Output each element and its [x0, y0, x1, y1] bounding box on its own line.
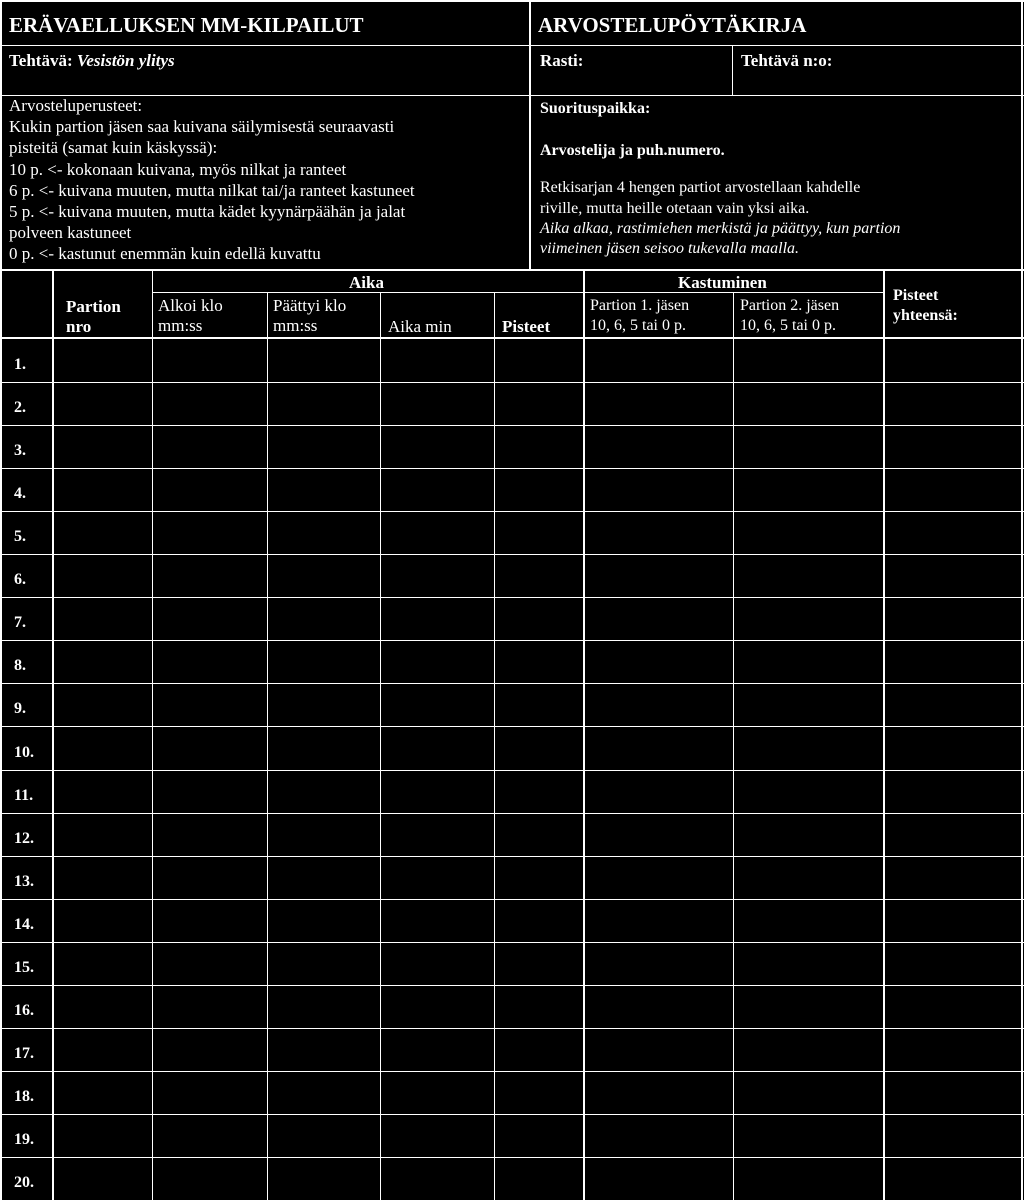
member1-header: Partion 1. jäsen 10, 6, 5 tai 0 p. [590, 297, 690, 334]
empty-cell[interactable] [54, 640, 152, 683]
empty-cell[interactable] [268, 813, 380, 856]
criteria-line: 6 p. <- kuivana muuten, mutta nilkat tai/ja ranteet kastuneet [9, 181, 415, 200]
empty-cell[interactable] [495, 985, 583, 1028]
ended-header: Päättyi klo mm:ss [273, 296, 347, 335]
empty-cell[interactable] [381, 425, 494, 468]
row-number: 11. [14, 787, 34, 804]
empty-cell[interactable] [153, 511, 267, 554]
empty-cell[interactable] [54, 813, 152, 856]
empty-cell[interactable] [734, 683, 883, 726]
empty-cell[interactable] [153, 425, 267, 468]
empty-cell[interactable] [268, 554, 380, 597]
empty-cell[interactable] [495, 425, 583, 468]
empty-cell[interactable] [268, 1114, 380, 1157]
empty-cell[interactable] [381, 1114, 494, 1157]
row-number: 1. [14, 356, 26, 373]
member2-header: Partion 2. jäsen 10, 6, 5 tai 0 p. [740, 297, 840, 334]
empty-cell[interactable] [885, 382, 1021, 425]
row-number: 16. [14, 1002, 34, 1019]
points-header: Pisteet [502, 317, 551, 336]
empty-cell[interactable] [153, 899, 267, 942]
empty-cell[interactable] [54, 856, 152, 899]
empty-cell[interactable] [885, 856, 1021, 899]
row-number: 18. [14, 1088, 34, 1105]
empty-cell[interactable] [381, 597, 494, 640]
empty-cell[interactable] [585, 1114, 733, 1157]
empty-cell[interactable] [734, 339, 883, 382]
empty-cell[interactable] [54, 726, 152, 770]
row-number: 12. [14, 830, 34, 847]
empty-cell[interactable] [381, 1028, 494, 1071]
criteria-line: pisteitä (samat kuin käskyssä): [9, 138, 218, 157]
empty-cell[interactable] [268, 1028, 380, 1071]
empty-cell[interactable] [381, 942, 494, 985]
empty-cell[interactable] [153, 468, 267, 511]
started-header: Alkoi klo mm:ss [158, 296, 223, 335]
empty-cell[interactable] [54, 1157, 152, 1200]
total-points-header: Pisteet yhteensä: [893, 287, 958, 324]
empty-cell[interactable] [585, 1157, 733, 1200]
empty-cell[interactable] [495, 1114, 583, 1157]
empty-cell[interactable] [54, 1071, 152, 1114]
empty-cell[interactable] [268, 640, 380, 683]
empty-cell[interactable] [268, 1071, 380, 1114]
empty-cell[interactable] [54, 382, 152, 425]
empty-cell[interactable] [885, 726, 1021, 770]
empty-cell[interactable] [585, 985, 733, 1028]
empty-cell[interactable] [268, 726, 380, 770]
empty-cell[interactable] [885, 942, 1021, 985]
empty-cell[interactable] [734, 726, 883, 770]
empty-cell[interactable] [381, 1071, 494, 1114]
empty-cell[interactable] [153, 683, 267, 726]
empty-cell[interactable] [153, 554, 267, 597]
empty-cell[interactable] [734, 640, 883, 683]
empty-cell[interactable] [381, 856, 494, 899]
empty-cell[interactable] [268, 770, 380, 813]
empty-cell[interactable] [153, 726, 267, 770]
row-number: 14. [14, 916, 34, 933]
empty-cell[interactable] [885, 640, 1021, 683]
kastuminen-group-header: Kastuminen [678, 273, 767, 292]
row-number: 9. [14, 700, 26, 717]
empty-cell[interactable] [585, 640, 733, 683]
empty-cell[interactable] [495, 683, 583, 726]
empty-cell[interactable] [54, 339, 152, 382]
row-number: 17. [14, 1045, 34, 1062]
team-number-header: Partion nro [66, 297, 121, 336]
empty-cell[interactable] [54, 511, 152, 554]
empty-cell[interactable] [381, 640, 494, 683]
empty-cell[interactable] [585, 425, 733, 468]
row-number: 20. [14, 1174, 34, 1191]
empty-cell[interactable] [495, 1157, 583, 1200]
empty-cell[interactable] [885, 1028, 1021, 1071]
empty-cell[interactable] [495, 726, 583, 770]
empty-cell[interactable] [585, 770, 733, 813]
rasti-label: Rasti: [540, 51, 584, 70]
empty-cell[interactable] [585, 1028, 733, 1071]
empty-cell[interactable] [153, 640, 267, 683]
empty-cell[interactable] [495, 640, 583, 683]
empty-cell[interactable] [268, 856, 380, 899]
empty-cell[interactable] [885, 770, 1021, 813]
empty-cell[interactable] [495, 554, 583, 597]
empty-cell[interactable] [585, 726, 733, 770]
empty-cell[interactable] [268, 985, 380, 1028]
empty-cell[interactable] [495, 770, 583, 813]
empty-cell[interactable] [495, 856, 583, 899]
criteria-line: Arvosteluperusteet: [9, 96, 143, 115]
form-title: ERÄVAELLUKSEN MM-KILPAILUT [9, 13, 364, 37]
empty-cell[interactable] [734, 1071, 883, 1114]
empty-cell[interactable] [885, 511, 1021, 554]
empty-cell[interactable] [153, 382, 267, 425]
empty-cell[interactable] [885, 554, 1021, 597]
empty-cell[interactable] [495, 899, 583, 942]
empty-cell[interactable] [885, 425, 1021, 468]
row-number: 3. [14, 442, 26, 459]
empty-cell[interactable] [585, 511, 733, 554]
empty-cell[interactable] [381, 554, 494, 597]
empty-cell[interactable] [885, 1071, 1021, 1114]
empty-cell[interactable] [153, 1028, 267, 1071]
empty-cell[interactable] [381, 683, 494, 726]
empty-cell[interactable] [495, 382, 583, 425]
empty-cell[interactable] [885, 683, 1021, 726]
empty-cell[interactable] [381, 770, 494, 813]
empty-cell[interactable] [381, 468, 494, 511]
empty-cell[interactable] [585, 339, 733, 382]
empty-cell[interactable] [585, 942, 733, 985]
empty-cell[interactable] [54, 683, 152, 726]
empty-cell[interactable] [153, 813, 267, 856]
empty-cell[interactable] [268, 942, 380, 985]
empty-cell[interactable] [585, 899, 733, 942]
empty-cell[interactable] [734, 1028, 883, 1071]
empty-cell[interactable] [495, 942, 583, 985]
row-number: 10. [14, 744, 34, 761]
row-number: 2. [14, 399, 26, 416]
empty-cell[interactable] [495, 1071, 583, 1114]
empty-cell[interactable] [54, 1028, 152, 1071]
empty-cell[interactable] [885, 597, 1021, 640]
empty-cell[interactable] [885, 1114, 1021, 1157]
empty-cell[interactable] [585, 1071, 733, 1114]
empty-cell[interactable] [153, 985, 267, 1028]
row-number: 19. [14, 1131, 34, 1148]
empty-cell[interactable] [585, 597, 733, 640]
empty-cell[interactable] [381, 726, 494, 770]
empty-cell[interactable] [54, 985, 152, 1028]
empty-cell[interactable] [54, 425, 152, 468]
empty-cell[interactable] [495, 813, 583, 856]
protocol-title: ARVOSTELUPÖYTÄKIRJA [538, 13, 807, 37]
criteria-line: 10 p. <- kokonaan kuivana, myös nilkat ja ranteet [9, 160, 347, 179]
criteria-line: Kukin partion jäsen saa kuivana säilymisestä seuraavasti [9, 117, 395, 136]
empty-cell[interactable] [381, 985, 494, 1028]
empty-cell[interactable] [495, 511, 583, 554]
row-number: 5. [14, 528, 26, 545]
empty-cell[interactable] [54, 942, 152, 985]
empty-cell[interactable] [268, 1157, 380, 1200]
empty-cell[interactable] [734, 770, 883, 813]
empty-cell[interactable] [495, 597, 583, 640]
judge-label: Arvostelija ja puh.numero. [540, 142, 725, 159]
criteria-line: 5 p. <- kuivana muuten, mutta kädet kyynärpäähän ja jalat [9, 202, 406, 221]
time-minutes-header: Aika min [388, 317, 452, 336]
empty-cell[interactable] [153, 339, 267, 382]
row-number: 7. [14, 614, 26, 631]
task-number-label: Tehtävä n:o: [741, 51, 833, 70]
empty-cell[interactable] [734, 511, 883, 554]
empty-cell[interactable] [268, 899, 380, 942]
empty-cell[interactable] [54, 597, 152, 640]
empty-cell[interactable] [381, 813, 494, 856]
empty-cell[interactable] [885, 339, 1021, 382]
empty-cell[interactable] [734, 985, 883, 1028]
note-line: Retkisarjan 4 hengen partiot arvostellaan kahdelle [540, 179, 861, 196]
note-italic-line: viimeinen jäsen seisoo tukevalla maalla. [540, 240, 800, 257]
empty-cell[interactable] [153, 856, 267, 899]
empty-cell[interactable] [734, 597, 883, 640]
empty-cell[interactable] [268, 683, 380, 726]
empty-cell[interactable] [734, 468, 883, 511]
aika-group-header: Aika [349, 273, 384, 292]
empty-cell[interactable] [885, 1157, 1021, 1200]
row-number: 8. [14, 657, 26, 674]
empty-cell[interactable] [268, 511, 380, 554]
empty-cell[interactable] [585, 683, 733, 726]
empty-cell[interactable] [54, 770, 152, 813]
note-italic-line: Aika alkaa, rastimiehen merkistä ja päättyy, kun partion [540, 220, 901, 237]
criteria-line: polveen kastuneet [9, 223, 132, 242]
row-number: 4. [14, 485, 26, 502]
empty-cell[interactable] [153, 942, 267, 985]
empty-cell[interactable] [734, 942, 883, 985]
task-field [9, 51, 175, 71]
row-number: 13. [14, 873, 34, 890]
empty-cell[interactable] [734, 425, 883, 468]
empty-cell[interactable] [885, 468, 1021, 511]
empty-cell[interactable] [153, 1071, 267, 1114]
empty-cell[interactable] [734, 1114, 883, 1157]
empty-cell[interactable] [54, 468, 152, 511]
place-label: Suorituspaikka: [540, 100, 651, 117]
empty-cell[interactable] [585, 468, 733, 511]
empty-cell[interactable] [381, 899, 494, 942]
empty-cell[interactable] [585, 554, 733, 597]
empty-cell[interactable] [495, 1028, 583, 1071]
empty-cell[interactable] [153, 1157, 267, 1200]
empty-cell[interactable] [585, 382, 733, 425]
empty-cell[interactable] [734, 856, 883, 899]
empty-cell[interactable] [54, 899, 152, 942]
empty-cell[interactable] [734, 813, 883, 856]
criteria-line: 0 p. <- kastunut enemmän kuin edellä kuvattu [9, 244, 321, 263]
empty-cell[interactable] [585, 856, 733, 899]
empty-cell[interactable] [885, 899, 1021, 942]
empty-cell[interactable] [268, 425, 380, 468]
empty-cell[interactable] [734, 554, 883, 597]
empty-cell[interactable] [734, 899, 883, 942]
empty-cell[interactable] [153, 1114, 267, 1157]
empty-cell[interactable] [381, 382, 494, 425]
empty-cell[interactable] [54, 554, 152, 597]
empty-cell[interactable] [885, 813, 1021, 856]
empty-cell[interactable] [585, 813, 733, 856]
empty-cell[interactable] [381, 511, 494, 554]
empty-cell[interactable] [268, 468, 380, 511]
row-number: 6. [14, 571, 26, 588]
empty-cell[interactable] [495, 468, 583, 511]
task-label: Tehtävä: [9, 51, 73, 70]
note-line: riville, mutta heille otetaan vain yksi aika. [540, 200, 810, 217]
empty-cell[interactable] [734, 382, 883, 425]
empty-cell[interactable] [153, 597, 267, 640]
empty-cell[interactable] [885, 985, 1021, 1028]
row-number: 15. [14, 959, 34, 976]
task-name: Vesistön ylitys [76, 51, 175, 70]
empty-cell[interactable] [381, 339, 494, 382]
empty-cell[interactable] [268, 382, 380, 425]
empty-cell[interactable] [153, 770, 267, 813]
empty-cell[interactable] [54, 1114, 152, 1157]
empty-cell[interactable] [268, 597, 380, 640]
empty-cell[interactable] [268, 339, 380, 382]
empty-cell[interactable] [734, 1157, 883, 1200]
empty-cell[interactable] [495, 339, 583, 382]
empty-cell[interactable] [381, 1157, 494, 1200]
